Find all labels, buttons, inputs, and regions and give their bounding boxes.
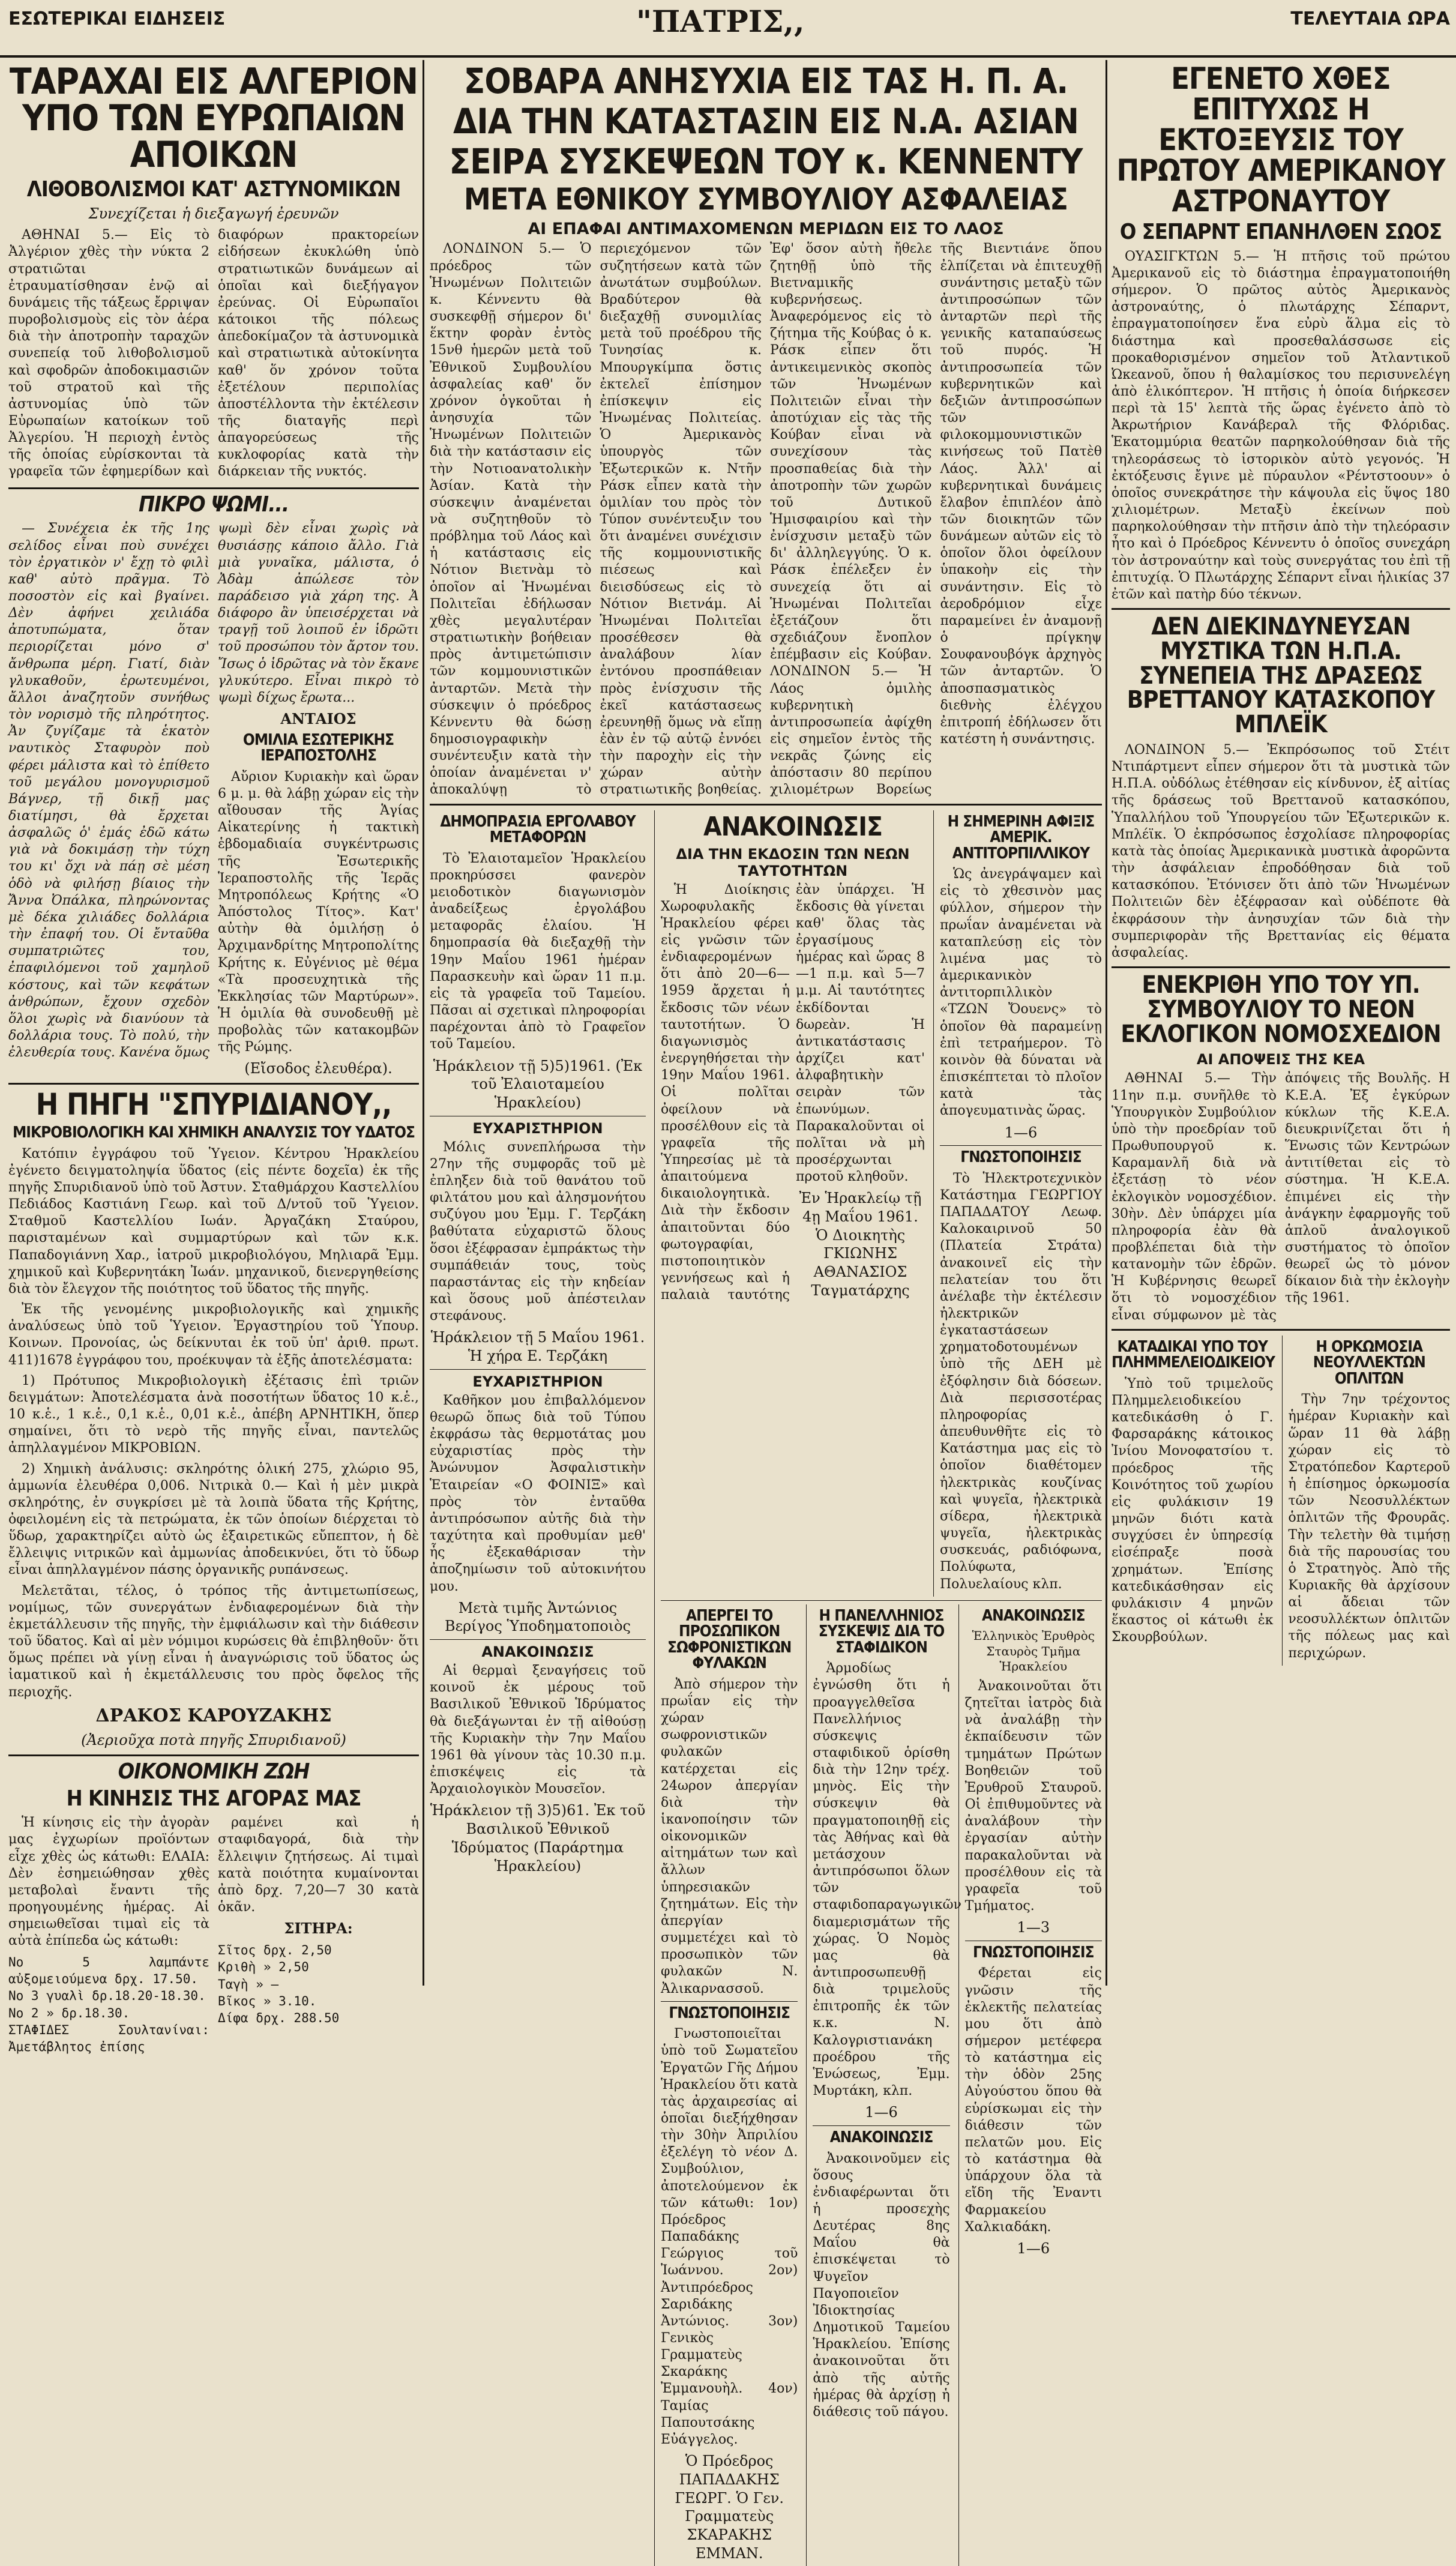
article-guards [661,1604,798,2566]
price-list: Σῖτος δρχ. 2,50 Κριθὴ » 2,50 Ταγὴ » — Βῖκος » 3.10. Δίφα δρχ. 288.50 [218,1942,340,2026]
headline: ΑΠΕΡΓΕΙ ΤΟ ΠΡΟΣΩΠΙΚΟΝ ΣΩΦΡΟΝΙΣΤΙΚΩΝ ΦΥΛΑΚΩΝ [667,1606,792,1673]
headline: Η ΣΗΜΕΡΙΝΗ ΑΦΙΞΙΣ ΑΜΕΡΙΚ. ΑΝΤΙΤΟΡΠΙΛΛΙΚΟΥ [947,812,1095,863]
masthead-title: "ΠΑΤΡΙΣ,, [636,4,805,39]
article-body: Ἡ κίνησις εἰς τὴν ἀγορὰν μας ἐγχωρίων προϊόντων εἶχε χθὲς ὡς κάτωθι: ΕΛΑΙΑ: Δὲν ἐσημειώθησαν χθὲς μεταβολαὶ ἔναντι τῆς προηγουμένης ἡμέρας. Αἱ σημειωθεῖσαι τιμαὶ εἰς τὰ αὐτὰ ἐπίπεδα ὡς κάτωθι: [8,1815,209,1949]
article-oath [1282,1336,1451,1666]
divider [430,1369,646,1370]
price-list: Νο 5 λαμπάντε αὐξομειούμενα δρχ. 17.50. Νο 3 γυαλὶ δρ.18.20-18.30. Νο 2 » δρ.18.30. ΣΤΑΦΙΔΕΣ Σουλτανίναι: Ἀμετάβλητος ἐπίσης [8,1954,209,2055]
divider [430,804,1102,806]
right-column [1112,60,1450,1986]
divider [1112,608,1450,610]
headline: ΕΓΕΝΕΤΟ ΧΘΕΣ ΕΠΙΤΥΧΩΣ Η ΕΚΤΟΞΕΥΣΙΣ ΤΟΥ ΠΡΩΤΟΥ ΑΜΕΡΙΚΑΝΟΥ ΑΣΤΡΟΝΑΥΤΟΥ [1116,61,1445,218]
headline: Η ΠΑΝΕΛΛΗΝΙΟΣ ΣΥΣΚΕΨΙΣ ΔΙΑ ΤΟ ΣΤΑΦΙΔΙΚΟΝ [818,1606,945,1657]
article-astronaut [1112,61,1450,603]
article-raisins [806,1604,961,2566]
subsection-title: ΣΙΤΗΡΑ: [284,1920,353,1938]
article-body: Ἡ Διοίκησις Χωροφυλακῆς Ἡρακλείου φέρει εἰς γνῶσιν τῶν ἐνδιαφερομένων ὅτι ἀπὸ 20—6—1959 ἄρχεται ἡ ἔκδοσις τῶν νέων ταυτοτήτων. Ὁ διαγωνισμὸς ἐνεργηθήσεται τὴν 19ην Μαΐου 1961. Οἱ πολῖται ὀφείλουν νὰ προσέλθουν εἰς τὰ γραφεῖα τῆς Ὑπηρεσίας μὲ τὰ ἀπαιτούμενα δικαιολογητικὰ. Διὰ τὴν ἔκδοσιν ἀπαιτοῦνται δύο φωτογραφίαι, πιστοποιητικὸν γεννήσεως καὶ ἡ παλαιὰ ταυτότης ἐὰν ὑπάρχει. Ἡ ἔκδοσις θὰ γίνεται καθ' ὅλας τὰς ἐργασίμους ἡμέρας καὶ ὥρας 8—1 π.μ. καὶ 5—7 μ.μ. Αἱ ταυτότητες ἐκδίδονται δωρεὰν. Ἡ ἀντικατάστασις ἀρχίζει κατ' ἀλφαβητικὴν σειρὰν τῶν ἐπωνύμων. Παρακαλοῦνται οἱ πολῖται νὰ μὴ προσέρχωνται προτοῦ κληθοῦν. [661,882,925,1303]
article-body: ΑΘΗΝΑΙ 5.— Τὴν 11ην π.μ. συνῆλθε τὸ Ὑπουργικὸν Συμβούλιον ὑπὸ τὴν προεδρίαν τοῦ Πρωθυπουργοῦ κ. Καραμανλῆ διὰ νὰ ἐξετάσῃ τὸ νέον ἐκλογικὸν νομοσχέδιον. 30ὴν. Δὲν ὑπάρχει μία πληροφορία ἐὰν θὰ προβλέπεται διὰ τὴν κατανομὴν τῶν ἐδρῶν. Ἡ Κυβέρνησις θεωρεῖ ὅτι τὸ νομοσχέδιον εἶναι σύμφωνον μὲ τὰς ἀπόψεις τῆς Βουλῆς. Η Κ.Ε.Α. Ἐξ ἐγκύρων κύκλων τῆς Κ.Ε.Α. διευκρινίζεται ὅτι ἡ Ἕνωσις τῶν Κεντρώων ἀντιτίθεται εἰς τὸ σύστημα. Ἡ Κ.Ε.Α. ἐπιμένει εἰς τὴν ἀνάγκην ἐφαρμογῆς τοῦ ἁπλοῦ ἀναλογικοῦ συστήματος τὸ ὁποῖον θεωρεῖ ὡς τὸ μόνον δίκαιον διὰ τὴν ἐκλογὴν τῆς 1961. [1112,1071,1450,1323]
subheadline: ΑΙ ΕΠΑΦΑΙ ΑΝΤΙΜΑΧΟΜΕΝΩΝ ΜΕΡΙΔΩΝ ΕΙΣ ΤΟ ΛΑΟΣ [528,220,1004,239]
section-title: ΟΙΚΟΝΟΜΙΚΗ ΖΩΗ [118,1759,310,1784]
headline: ΚΑΤΑΔΙΚΑΙ ΥΠΟ ΤΟΥ ΠΛΗΜΜΕΛΕΙΟΔΙΚΕΙΟΥ [1112,1337,1275,1372]
notice-thanks [430,1120,646,1366]
signature: Ἡράκλειον τῇ 3)5)61. Ἐκ τοῦ Βασιλικοῦ Ἐθνικοῦ Ἱδρύματος (Παράρτημα Ἡρακλείου) [430,1802,646,1875]
headline: ΟΜΙΛΙΑ ΕΣΩΤΕΡΙΚΗΣ ΙΕΡΑΠΟΣΤΟΛΗΣ [242,730,394,765]
article-body: Ὑπὸ τοῦ τριμελοῦς Πλημμελειοδικείου κατεδικάσθη ὁ Γ. Φαρσαράκης κάτοικος Ἰνίου Μονοφατσίου τ. πρόεδρος τῆς Κοινότητος τοῦ χωρίου εἰς φυλάκισιν 19 μηνῶν διότι κατὰ συγχύσει ἐν ὑπηρεσίᾳ εἰσέπραξε ποσὰ χρημάτων. Ἐπίσης κατεδικάσθησαν εἰς φυλάκισιν 4 μηνῶν ἕκαστος οἱ κάτωθι ἐκ Σκουρβούλων. [1112,1376,1274,1645]
paragraph: Κατόπιν ἐγγράφου τοῦ Ὑγειον. Κέντρου Ἡρακλείου ἐγένετο δειγματοληψία ὕδατος (εἰς πέντε δοχεῖα) ἐκ τῆς πηγῆς Σπυριδιανοῦ ὑπὸ τοῦ Ἀστυν. Σταθμάρχου Καστελλίου Πεδιάδος Καστιάνη Γεωρ. καὶ τοῦ Δ/ντοῦ τοῦ Ὑγειον. Σταθμοῦ Καστελλίου Ιωάν. Ἀργαζάκη Σταύρου, παρισταμένων καὶ συμμαρτύρων καὶ τῶν κ.κ. Παπαδογιάννη Χαρ., ἰατροῦ μικροβιολόγου, Μηλιαρᾶ Ἐμμ. χημικοῦ καὶ Κυβερνητάκη Ἰωάν. μηχανικοῦ, διενεργηθείσης διὰ τὸν ἔλεγχον τῆς ποιότητος τοῦ ὕδατος τῆς πηγῆς. [8,1146,419,1297]
signature: 1—6 [865,2104,898,2121]
divider [8,1083,419,1085]
article-election-law [1112,973,1450,1324]
article-body: ΛΟΝΔΙΝΟΝ 5.— Ἐκπρόσωπος τοῦ Στέιτ Ντιπάρτμεντ εἶπεν σήμερον ὅτι τὰ μυστικὰ τῶν Η.Π.Α. οὐδόλως ἐτέθησαν εἰς κίνδυνον, ἐξ αἰτίας τῆς δράσεως τοῦ Βρεττανοῦ κατασκόπου, Ὑπαλλήλου τοῦ Ὑπουργείου τῶν Ἐξωτερικῶν κ. Μπλέϊκ. Ὁ ἐκπρόσωπος ἐσχολίασε πληροφορίας κατὰ τὰς ὁποίας Ἀμερικανικὰ μυστικὰ ἀφορῶντα τὴν ἀσφάλειαν ἐπροδόθησαν διὰ τοῦ κατασκόπου. Ἐτόνισεν ὅτι ἀπὸ τῶν Ἡνωμένων Πολιτειῶν δὲν ἐξέφρασαν καὶ οὐδέποτε θὰ ἐκφράσουν τὴν ἀνησυχίαν τῶν διὰ τὴν συμπεριφορὰν τῆς Βρεττανίας εἰς θέματα ἀσφαλείας. [1112,742,1450,960]
headline: Η ΚΙΝΗΣΙΣ ΤΗΣ ΑΓΟΡΑΣ ΜΑΣ [66,1786,361,1811]
signature: Ἐν Ἡρακλείῳ τῇ 4ῃ Μαΐου 1961. Ὁ Διοικητὴς ΓΚΙΩΝΗΣ ΑΘΑΝΑΣΙΟΣ Ταγματάρχης [799,1190,922,1299]
article-algeria [8,61,419,483]
headline: ΣΟΒΑΡΑ ΑΝΗΣΥΧΙΑ ΕΙΣ ΤΑΣ Η. Π. Α. [463,61,1068,101]
article-body: Γνωστοποιεῖται ὑπὸ τοῦ Σωματεῖου Ἐργατῶν Γῆς Δήμου Ἡρακλείου ὅτι κατὰ τὰς ἀρχαιρεσίας αἱ ὁποῖαι διεξήχθησαν τὴν 30ὴν Ἀπριλίου ἐξελέγη τὸ νέον Δ. Συμβούλιον, ἀποτελούμενον ἐκ τῶν κάτωθι: 1ον) Πρόεδρος Παπαδάκης Γεώργιος τοῦ Ἰωάννου. 2ον) Ἀντιπρόεδρος Σαριδάκης Ἀντώνιος. 3ον) Γενικὸς Γραμματεὺς Σκαράκης Ἐμμανουὴλ. 4ον) Ταμίας Παπουτσάκης Εὐάγγελος. [661,2026,798,2447]
divider [8,1754,419,1756]
notice-redcross [958,1604,1102,2566]
court-and-oath-row [1112,1336,1450,1666]
signature: 1—6 [1004,1124,1038,1141]
headline: ΓΝΩΣΤΟΠΟΙΗΣΙΣ [669,2004,790,2022]
headline: ΤΑΡΑΧΑΙ ΕΙΣ ΑΛΓΕΡΙΟΝ ΥΠΟ ΤΩΝ ΕΥΡΩΠΑΙΩΝ ΑΠΟΙΚΩΝ [9,61,418,176]
signature: 1—3 [1017,1919,1050,1936]
headline: ΔΗΜΟΠΡΑΣΙΑ ΕΡΓΟΛΑΒΟΥ ΜΕΤΑΦΟΡΩΝ [440,812,636,847]
article-body: Ἀνακοινοῦται ὅτι ζητεῖται ἰατρὸς διὰ νὰ ἀναλάβῃ τὴν ἐκπαίδευσιν τῶν τμημάτων Πρώτων Βοηθειῶν τοῦ Ἐρυθροῦ Σταυροῦ. Οἱ ἐπιθυμοῦντες νὰ ἀναλάβουν τὴν ἐργασίαν αὐτὴν παρακαλοῦνται νὰ προσέλθουν εἰς τὰ γραφεῖα τοῦ Τμήματος. [964,1678,1102,1914]
divider [8,487,419,489]
paragraph: Ἐκ τῆς γενομένης μικροβιολογικῆς καὶ χημικῆς ἀναλύσεως ὑπὸ τοῦ Ὑγειον. Ἐργαστηρίου τοῦ Ὑπουρ. Κοινων. Προνοίας, ὡς δείκνυται ἐκ τοῦ ὑπ' ἀριθ. πρωτ. 411)1678 ἐγγράφου του, προέκυψαν τὰ ἑξῆς ἀποτελέσματα: [8,1302,419,1368]
column-divider [423,60,424,1986]
article-body: Ἀνακοινοῦμεν εἰς ὅσους ἐνδιαφέρωνται ὅτι ἡ προσεχὴς Δευτέρας 8ης Μαΐου θὰ ἐπισκέψεται τὸ Ψυγεῖον Παγοποιεῖον Ἰδιοκτησίας Δημοτικοῦ Ταμείου Ἡρακλείου. Ἐπίσης ἀνακοινοῦται ὅτι ἀπὸ τῆς αὐτῆς ἡμέρας θὰ ἀρχίσῃ ἡ διάθεσις τοῦ πάγου. [813,2151,950,2420]
headline: ΑΝΑΚΟΙΝΩΣΙΣ [703,811,883,842]
divider [1112,1329,1450,1331]
notices-row-1 [430,810,1102,2566]
signature: Ἡράκλειον τῇ 5 Μαΐου 1961. Ἡ χήρα Ε. Τερζάκη [430,1329,645,1365]
article-auction [430,814,646,1112]
header-section-right: ΤΕΛΕΥΤΑΙΑ ΩΡΑ [1290,8,1450,29]
subheadline: ΜΙΚΡΟΒΙΟΛΟΓΙΚΗ ΚΑΙ ΧΗΜΙΚΗ ΑΝΑΛΥΣΙΣ ΤΟΥ ΥΔΑΤΟΣ [13,1124,415,1142]
headline: Η ΠΗΓΗ "ΣΠΥΡΙΔΙΑΝΟΥ,, [35,1087,392,1122]
divider [940,1145,1102,1146]
headline: ΣΕΙΡΑ ΣΥΣΚΕΨΕΩΝ ΤΟΥ κ. ΚΕΝΝΕΝΤΥ [449,141,1083,182]
divider [813,2125,949,2126]
header-section-left: ΕΣΩΤΕΡΙΚΑΙ ΕΙΔΗΣΕΙΣ [8,8,226,29]
organization: Ἑλληνικὸς Ἐρυθρὸς Σταυρὸς Τμῆμα Ἡρακλείου [972,1628,1095,1674]
paragraph: 2) Χημικὴ ἀνάλυσις: σκληρότης ὁλική 275, χλώριο 95, ἀμμωνία ἐλευθέρα 0,006. Νιτρικὰ 0.— Καὶ ἡ μὲν μικρὰ σκληρότης, ἐν συγκρίσει μὲ τὰ λοιπὰ ὕδατα τῆς Κρήτης, ὀφειλομένη εἰς τὰ πετρώματα, ἐκ τῶν ὁποίων διέρχεται τὸ ὕδωρ, χαρακτηρίζει αὐτὸ ὡς ἐξαιρετικῶς εὔπεπτον, ἡ δὲ ἔλλειψις νιτρικῶν καὶ ἀμμωνίας ἀποδεικνύει, ὅτι τὸ ὕδωρ εἶναι ἀπηλλαγμένον πάσης ὀργανικῆς ρυπάνσεως. [8,1461,419,1578]
article-body: Ἀπὸ σήμερον τὴν πρωΐαν εἰς τὴν χώραν σωφρονιστικῶν φυλακῶν κατέρχεται εἰς 24ωρον ἀπεργίαν διὰ τὴν ἱκανοποίησιν τῶν οἰκονομικῶν αἰτημάτων των καὶ ἄλλων ὑπηρεσιακῶν ζητημάτων. Εἰς τὴν ἀπεργίαν συμμετέχει καὶ τὸ προσωπικὸν τῶν φυλακῶν Ν. Ἀλικαρνασσοῦ. [661,1676,798,1996]
headline: ΓΝΩΣΤΟΠΟΙΗΣΙΣ [960,1148,1081,1167]
subheadline: ΑΙ ΑΠΟΨΕΙΣ ΤΗΣ ΚΕΑ [1196,1051,1365,1068]
headline: ΓΝΩΣΤΟΠΟΙΗΣΙΣ [973,1943,1094,1962]
left-column [8,60,419,2055]
headline: ΔΕΝ ΔΙΕΚΙΝΔΥΝΕΥΣΑΝ ΜΥΣΤΙΚΑ ΤΩΝ Η.Π.Α. ΣΥΝΕΠΕΙΑ ΤΗΣ ΔΡΑΣΕΩΣ ΒΡΕΤΤΑΝΟΥ ΚΑΤΑΣΚΟΠΟΥ ΜΠΛΕΪΚ [1127,613,1435,739]
signature-note: (Ἀεριοῦχα ποτὰ πηγῆς Σπυριδιανοῦ) [81,1732,346,1749]
article-economy [8,1761,419,2059]
article-body: Φέρεται εἰς γνῶσιν τῆς ἐκλεκτῆς πελατείας μου ὅτι ἀπὸ σήμερον μετέφερα τὸ κατάστημα εἰς τὴν ὁδὸν 25ης Αὐγούστου ὅπου θὰ εὑρίσκωμαι εἰς τὴν διάθεσιν τῶν πελατῶν μου. Εἰς τὸ κατάστημα θὰ ὑπάρχουν ὅλα τὰ εἴδη τῆς Ἐναντι Φαρμακείου Χαλκιαδάκη. [964,1966,1102,2235]
article-bitter-bread [8,494,419,1079]
headline: ΕΥΧΑΡΙΣΤΗΡΙΟΝ [472,1373,603,1390]
subheadline: Ο ΣΕΠΑΡΝΤ ΕΠΑΝΗΛΘΕΝ ΣΩΟΣ [1119,220,1442,244]
article-body: Τὸ Ἡλεκτροτεχνικὸν Κατάστημα ΓΕΩΡΓΙΟΥ ΠΑΠΑΔΑΤΟΥ Λεωφ. Καλοκαιρινοῦ 50 (Πλατεία Στράτα) ἀνακοινεῖ εἰς τὴν πελατείαν του ὅτι ἀνέλαβε τὴν ἐκτέλεσιν ἠλεκτρικῶν ἐγκαταστάσεων χρηματοδοτουμένων ὑπὸ τῆς ΔΕΗ μὲ ἐξόφλησιν διὰ δόσεων. Διὰ περισσοτέρας πληροφορίας ἀπευθυνθῆτε εἰς τὸ Κατάστημα μας εἰς τὸ ὁποῖον διαθέτομεν ἠλεκτρικὰς κουζίνας καὶ ψυγεῖα, ἠλεκτρικὰ σίδερα, ἠλεκτρικὰ ψυγεῖα, ἠλεκτρικὰς συσκευάς, ραδιόφωνα, Πολύφωτα, Πολυελαίους κλπ. [940,1170,1102,1592]
article-body: ραμένει καὶ ἡ σταφιδαγορά, διὰ τὴν ἔλλειψιν ζητήσεως. Αἱ τιμαὶ κατὰ ποιότητα κυμαίνονται ἀπὸ δρχ. 7,20—7 30 κατὰ ὁκᾶν. [218,1815,419,1915]
divider [1112,966,1450,968]
signature: Ὁ Πρόεδρος ΠΑΠΑΔΑΚΗΣ ΓΕΩΡΓ. Ὁ Γεν. Γραμματεὺς ΣΚΑΡΑΚΗΣ ΕΜΜΑΝ. [675,2453,784,2562]
notice-ids [661,810,925,1597]
headline: ΑΝΑΚΟΙΝΩΣΙΣ [481,1643,594,1661]
article-body: Μόλις συνεπλήρωσα τὴν 27ην τῆς συμφορᾶς τοῦ μὲ ἐπληξεν διὰ τοῦ θανάτου τοῦ φιλτάτου μου καὶ ἀλησμονήτου συζύγου μου Ἐμμ. Γ. Τερζάκη βαθύτατα εὐχαριστῶ ὅλους ὅσοι ἐξέφρασαν ἐμπράκτως τὴν συμπάθειάν τους, τοὺς παραστάντας εἰς τὴν κηδείαν καὶ ὅσους μοῦ ἀπέστειλαν στεφάνους. [430,1139,646,1324]
divider [661,1600,1102,1601]
headline: ΕΥΧΑΡΙΣΤΗΡΙΟΝ [472,1119,603,1137]
kicker: Συνεχίζεται ἡ διεξαγωγή ἐρευνῶν [88,205,339,223]
subheadline: ΛΙΘΟΒΟΛΙΣΜΟΙ ΚΑΤ' ΑΣΤΥΝΟΜΙΚΩΝ [26,176,401,202]
article-body: Αὔριον Κυριακὴν καὶ ὥραν 6 μ. μ. θὰ λάβῃ χώραν εἰς τὴν αἴθουσαν τῆς Ἁγίας Αἰκατερίνης ἡ τακτικὴ ἑβδομαδιαία συγκέντρωσις τῆς Ἐσωτερικῆς Ἱεραποστολῆς τῆς Ἱερᾶς Μητροπόλεως Κρήτης «Ὁ Ἀπόστολος Τίτος». Κατ' αὐτὴν θὰ ὁμιλήσῃ ὁ Ἀρχιμανδρίτης Μητροπολίτης Κρήτης κ. Εὐγένιος μὲ θέμα «Τὰ προσευχητικὰ τῆς Ἐκκλησίας τῶν Μαρτύρων». Ἡ ὁμιλία θὰ συνοδευθῇ μὲ προβολὰς τῶν κατακομβῶν τῆς Ρώμης. [218,769,419,1055]
article-body: Τὸ Ἐλαιοταμεῖον Ἡρακλείου προκηρύσσει φανερὸν μειοδοτικὸν διαγωνισμὸν ἀναδείξεως ἐργολάβου μεταφορᾶς ἐλαίου. Ἡ δημοπρασία θὰ διεξαχθῇ τὴν 19ην Μαΐου 1961 ἡμέραν Παρασκευὴν καὶ ὥραν 11 π.μ. εἰς τὰ γραφεῖα τοῦ Ταμείου. Πᾶσαι αἱ σχετικαὶ πληροφορίαι παρέχονται ἀπὸ τὸ Γραφεῖον τοῦ Ταμείου. [430,851,646,1052]
headline: ΕΝΕΚΡΙΘΗ ΥΠΟ ΤΟΥ ΥΠ. ΣΥΜΒΟΥΛΙΟΥ ΤΟ ΝΕΟΝ ΕΚΛΟΓΙΚΟΝ ΝΟΜΟΣΧΕΔΙΟΝ [1121,971,1441,1048]
column-divider [1106,60,1107,1986]
article-body: ΛΟΝΔΙΝΟΝ 5.— Ὁ πρόεδρος τῶν Ἡνωμένων Πολιτειῶν κ. Κέννεντυ θὰ συσκεφθῇ σήμερον δι' ἕκτην φορὰν ἐντὸς 15νθ ἡμερῶν μετὰ τοῦ Ἐθνικοῦ Συμβουλίου ἀσφαλείας καθ' ὅν χρόνον ὁγκοῦται ἡ ἀνησυχία τῶν Ἡνωμένων Πολιτειῶν διὰ τὴν κατάστασιν εἰς τὴν Νοτιοανατολικὴν Ἀσίαν. Κατὰ τὴν σύσκεψιν ἀναμένεται νὰ συζητηθοῦν τὸ πρόβλημα τοῦ Λάος καὶ ἡ κατάστασις εἰς Νότιον Βιετνὰμ τὸ ὁποῖον αἱ Ἡνωμέναι Πολιτεῖαι ἐδήλωσαν χθὲς μεγαλυτέραν στρατιωτικὴν βοήθειαν πρὸς ἀντιμετώπισιν τῶν κομμουνιστικῶν ἀνταρτῶν. Μετὰ τὴν σύσκεψιν ὁ πρόεδρος Κέννεντυ θὰ δώσῃ δημοσιογραφικὴν συνέντευξιν κατὰ τὴν ὁποίαν ἀναμένεται ν' ἀποκαλύψῃ τὸ περιεχόμενον τῶν συζητήσεων κατὰ τῶν ἀνωτάτων συμβούλων. Βραδύτερον θὰ διεξαχθῇ συνομιλίας μετὰ τοῦ προέδρου τῆς Τυνησίας κ. Μπουργκίμπα ὅστις ἐκτελεῖ ἐπίσημον ἐπίσκεψιν εἰς Ἡνωμένας Πολιτείας. Ὁ Ἀμερικανὸς ὑπουργὸς τῶν Ἐξωτερικῶν κ. Ντῆν Ράσκ εἶπεν κατὰ τὴν ὁμιλίαν του πρὸς τὸν Τύπον συνέντευξιν του ὅτι ἀναμένει συνέχισιν τῆς κομμουνιστικῆς πιέσεως καὶ διεισδύσεως εἰς τὸ Νότιον Βιετνάμ. Αἱ Ἡνωμέναι Πολιτεῖαι προσέθεσεν θὰ ἀναλάβουν λίαν ἐντόνου προσπάθειαν πρὸς ἐνίσχυσιν τῆς ἐκεῖ κατάστασεως ἐρευνηθῇ ὅμως νὰ εἴπῃ ἐὰν ἐν τῷ αὐτῷ ἐννόει τὴν παροχὴν εἰς τὴν χώραν αὐτὴν στρατιωτικῆς βοηθείας. Ἐφ' ὅσον αὐτὴ ἤθελε ζητηθῇ ὑπὸ τῆς Βιετναμικῆς κυβερνήσεως. Ἀναφερόμενος εἰς τὸ ζήτημα τῆς Κούβας ὁ κ. Ράσκ εἶπεν ὅτι ἀντικειμενικὸς σκοπὸς τῶν Ἡνωμένων Πολιτειῶν εἶναι τὴν ἀποτύχιαν εἰς τὰς τῆς Κούβαν εἶναι νὰ συνεχίσουν τὰς προσπαθείας διὰ τὴν ἀποτροπὴν τῶν χωρῶν τοῦ Δυτικοῦ Ἡμισφαιρίου καὶ τὴν ἐνίσχυσιν μεταξὺ τῶν δι' ἀλληλεγγύης. Ὁ κ. Ράσκ ἐπέλεξεν ἐν συνεχείᾳ ὅτι αἱ Ἡνωμέναι Πολιτεῖαι ἐξετάζουν ὅτι σχεδιάζουν ἔνοπλον ἐπέμβασιν εἰς Κούβαν. ΛΟΝΔΙΝΟΝ 5.— Ἡ Λάος ὁμιλὴς κυβερνητικὴ ἀντιπροσωπεία ἀφίχθη εἰς σημεῖον ἐντὸς τῆς νεκρᾶς ζώνης εἰς ἀπόστασιν 80 περίπου χιλιομέτρων Βορείως τῆς Βιεντιάνε ὅπου ἐλπίζεται νὰ ἐπιτευχθῇ συνάντησις μεταξὺ τῶν ἀντιπροσώπων τῶν ἀνταρτῶν περὶ τῆς γενικῆς καταπαύσεως τοῦ πυρός. Ἡ ἀντιπροσωπεία τῶν κυβερνητικῶν καὶ δεξιῶν ἀντιπροσώπων τῶν φιλοκομμουνιστικῶν κινήσεως τοῦ Πατὲθ Λάος. Ἀλλ' αἱ κυβερνητικαὶ δυνάμεις ἔλαβον ἐπιπλέον ἀπὸ τῶν διοικητῶν τῶν δυνάμεων αὐτῶν εἰς τὸ ὁποῖον ὅλοι ὀφείλουν ὑπακοὴν εἰς τὴν συνάντησιν. Εἰς τὸ ἀεροδρόμιον εἶχε παραμείνει ἐν ἀναμονῇ ὁ πρίγκηψ Σουφανουβόγκ ἀρχηγὸς τῶν ἀνταρτῶν. Ὁ ἀποσπασματικὸς διεθνὴς ἐλέγχου ἐπιτροπή ἐδήλωσεν ὅτι κατέστη ἡ συνάντησις. [430,241,1102,798]
page-header [0,0,1456,58]
headline: ΑΝΑΚΟΙΝΩΣΙΣ [982,1606,1085,1625]
article-body: Αἱ θερμαὶ ξεναγήσεις τοῦ κοινοῦ ἐκ μέρους τοῦ Βασιλικοῦ Ἐθνικοῦ Ἱδρύματος θὰ διεξάγωνται ἐν τῇ αἰθούσῃ τῆς Κυριακὴν τὴν 7ην Μαΐου 1961 θὰ γίνουν τὰς 10.30 π.μ. ἐπισκέψεις εἰς τὰ Ἀρχαιολογικὸν Μουσεῖον. [430,1663,646,1797]
headline: ΠΙΚΡΟ ΨΩΜΙ... [138,492,289,517]
article-ship [933,810,1102,1597]
article-body: ΟΥΑΣΙΓΚΤΩΝ 5.— Ἡ πτῆσις τοῦ πρώτου Ἀμερικανοῦ εἰς τὸ διάστημα ἐπραγματοποιήθη σήμερον. Ὁ πρῶτος αὐτὸς Ἀμερικανὸς ἀστροναύτης, ὁ πλωτάρχης Σέπαρντ, ἐπραγματοποίησεν ἕνα εὐρὺ ἅλμα εἰς τὸ διάστημα καὶ προσεθαλάσσωσε εἰς προκαθορισμένον σημεῖον τοῦ Ἀτλαντικοῦ Ὠκεανοῦ, ὅπου ἡ θαλαμίσκος του περισυνελέγη ἀπὸ ἑλικόπτερον. Ἡ πτῆσις ἡ ὁποία διήρκεσεν περὶ τὰ 15' λεπτὰ τῆς ὥρας ἐγένετο ἀπὸ τὸ Ἀκρωτήριον Κανάβεραλ τῆς Φλόριδας. Ἑκατομμύρια θεατῶν παρηκολούθησαν διὰ τῆς τηλεοράσεως τὸ ἱστορικὸν αὐτὸ γεγονός. Ἡ ἐκτόξευσις ἔγινε μὲ πύραυλον «Ρέντστοουν» ὁ ὁποῖος συνεκράτησε τὴν κάψουλα εἰς ὕψος 180 χιλιομέτρων. Μεταξὺ ἐκείνων ποὺ παρηκολούθησαν τὴν πτῆσιν ἀπὸ τὴν τηλεόρασιν ἦτο καὶ ὁ Πρόεδρος Κέννεντυ ὁ ὁποῖος συνεχάρη τὸν ἀστροναύτην καὶ τοὺς συνεργάτας του ἐπὶ τῇ ἐπιτυχίᾳ. Ὁ Πλωτάρχης Σέπαρντ εἶναι ἡλικίας 37 ἐτῶν καὶ πατὴρ δύο τέκνων. [1112,248,1450,602]
article-convictions [1112,1336,1274,1666]
paragraph: Μελετᾶται, τέλος, ὁ τρόπος τῆς ἀντιμετωπίσεως, νομίμως, τῶν συνεργάτων ἐνδιαφερομένων διὰ τὴν ἐκμετάλλευσιν τῆς πηγῆς, τὴν ἐμφιάλωσιν καὶ τὴν διάθεσιν τοῦ ὕδατος. Καὶ αἱ μὲν νόμιμοι κυρώσεις θὰ ἐπιβληθοῦν· ὅτι ὅμως πρέπει νὰ γίνῃ εἶναι ἡ ἀναγνώρισις τοῦ ὕδατος ὡς ἰαματικοῦ καὶ ἡ ἐκμετάλλευσις του πρὸς ὄφελος τῆς περιοχῆς. [8,1583,419,1700]
author: ΑΝΤΑΙΟΣ [280,710,356,728]
divider [430,1639,646,1640]
signature: 1—6 [1017,2239,1050,2257]
article-usa-laos [430,61,1102,799]
notice-announcement [430,1643,646,1875]
article-body: — Συνέχεια ἐκ τῆς 1ης σελίδος εἶναι ποὺ συνέχει τὸν ἐργατικὸν ν' ἔχῃ τὸ φιλὶ καθ' αὐτὸ πρᾶγμα. Τὸ ποσοστὸν εἰς καὶ βγαίνει. Δὲν ἀφήνει χειλιάδα ἀποτυπώματα, ὅταν περιορίζεται μόνο σ' ἄνθρωπα μέρη. Γιατί, διὰν γλυκαθοῦν, ἐρωτευμένοι, ἄλλοι ἀναζητοῦν συνήθως τὸν νορισμὸ τῆς πληρότητος. Ἀν ζυγίζαμε τὰ ἑκατὸν ναυτικὸς Σταφυρὸν ποὺ φέρει μάλιστα καὶ τὸ ἐπίθετο τοῦ μεγάλου μονογυρισμοῦ Βάγνερ, τῇ δικῇ μας διατίμησι, θὰ ἔρχεται ἀσφαλῶς ὁ' ἐμάς ἐδῶ κάτω γιὰ νὰ δοκιμάσῃ τὴν τύχη του κι' ὄχι νὰ πάῃ σὲ μέση ὁδὸ νὰ φιλήσῃ βίαιος τὴν Ἄννα Ὀπάλκα, πληρώνοντας μὲ δέκα χιλιάδες δολλάρια τὴν ἐπαφή του. Οἱ ἔνταῦθα συμπατριῶτες του, ἐπαφιλόμενοι τοῦ χαμηλοῦ κόστους, καὶ τῶν κεφάτων ἀνθρώπων, ἔχουν σχεδὸν ὅλοι χωρὶς νὰ διανύουν τὰ δολλάρια τους. Τὸ πολύ, τὴν ἐλευθερία τους. Κανένα ὅμως ψωμὶ δὲν εἶναι χωρὶς νὰ θυσιάσῃς κάποιο ἄλλο. Γιὰ μιὰ γυναῖκα, μάλιστα, ὁ Ἀδὰμ ἀπώλεσε τὸν παράδεισο γιὰ χάρη της. Ἀ διάφορο ἂν ὑπεισέρχεται νὰ τραγῇ τοῦ λοιποῦ ἐν ἱδρῶτι τοῦ προσώπου τὸν ἄρτον του. Ἴσως ὁ ἱδρῶτας νὰ τὸν ἔκανε γλυκύτερο. Εἶναι πικρὸ τὸ ψωμὶ δίχως ἔρωτα... [8,521,419,1061]
article-body: Τὴν 7ην τρέχοντος ἡμέραν Κυριακὴν καὶ ὥραν 11 θὰ λάβῃ χώραν εἰς τὸ Στρατόπεδον Καρτεροῦ ἡ ἐπίσημος ὁρκωμοσία τῶν Νεοσυλλέκτων ὁπλιτῶν τῆς Φρουρᾶς. Τὴν τελετὴν θὰ τιμήσῃ διὰ τῆς παρουσίας του ὁ Στρατηγὸς. Ἀπὸ τῆς Κυριακῆς θὰ ἀρχίσουν αἱ ἄδειαι τῶν νεοσυλλέκτων ὁπλιτῶν τῆς πόλεως μας καὶ περιχώρων. [1288,1392,1450,1661]
signature: Μετὰ τιμῆς Ἀντώνιος Βερίγος Ὑποδηματοποιὸς [445,1599,631,1635]
headline: ΑΝΑΚΟΙΝΩΣΙΣ [829,2128,933,2146]
divider [661,2001,798,2002]
article-spring [8,1089,419,1750]
signature: ΔΡΑΚΟΣ ΚΑΡΟΥΖΑΚΗΣ [95,1705,332,1726]
signature: Ἡράκλειον τῇ 5)5)1961. (Ἐκ τοῦ Ἐλαιοταμείου Ἡρακλείου) [433,1057,643,1111]
article-body: ΑΘΗΝΑΙ 5.— Εἰς τὸ Ἀλγέριον χθὲς τὴν νύκτα 2 στρατιῶται ἐτραυματίσθησαν ἐνῷ αἱ δυνάμεις τῆς τάξεως ἔρριψαν πυροβολισμοὺς εἰς τὸν ἀέρα διὰ τὴν ἀποτροπὴν ταραχῶν συνεπείᾳ τοῦ λιθοβολισμοῦ καὶ σφοδρῶν ἀποδοκιμασιῶν τοῦ στρατοῦ καὶ τῆς ἀστυνομίας ὑπὸ τῶν Εὐρωπαίων κατοίκων τοῦ Ἀλγερίου. Ἡ περιοχὴ ἐντὸς τῆς ὁποίας εὑρίσκονται τὰ γραφεῖα τῶν ἐφημερίδων καὶ διαφόρων πρακτορείων εἰδήσεων ἐκυκλώθη ὑπὸ στρατιωτικῶν δυνάμεων αἱ ὁποῖαι καὶ διεξήγαγον ἐρεύνας. Οἱ Εὐρωπαῖοι κάτοικοι τῆς πόλεως ἀπεδοκίμαζον τὰ ἀστυνομικὰ καὶ στρατιωτικὰ αὐτοκίνητα καθ' ὅν χρόνον τοῦτα ἐξετέλουν περιπολίας ἀποστέλλοντα τὴν ἐκτέλεσιν τῆς διαταγῆς περὶ ἀπαγορεύσεως τῆς κυκλοφορίας κατὰ τὴν διάρκειαν τῆς νυκτός. [8,227,419,480]
notice-thanks [430,1373,646,1636]
note: (Εἴσοδος ἐλευθέρα). [244,1060,393,1077]
article-body: Ὡς ἀνεγράψαμεν καὶ εἰς τὸ χθεσινὸν μας φύλλον, σήμερον τὴν πρωΐαν ἀναμένεται νὰ καταπλεύσῃ εἰς τὸν λιμένα μας τὸ ἀμερικανικὸν ἀντιτορπιλλικὸν «ΤΖΩΝ Ὄουενς» τὸ ὁποῖον θὰ παραμείνῃ ἐπὶ τετραήμερον. Τὸ κοινὸν θὰ δύναται νὰ ἐπισκέπτεται τὸ πλοῖον κατὰ τὰς ἀπογευματινὰς ὥρας. [940,867,1102,1119]
headline: ΔΙΑ ΤΗΝ ΚΑΤΑΣΤΑΣΙΝ ΕΙΣ Ν.Α. ΑΣΙΑΝ [453,101,1078,142]
article-body: Καθῆκον μου ἐπιβαλλόμενον θεωρῶ ὅπως διὰ τοῦ Τύπου ἐκφράσω τὰς θερμοτάτας μου εὐχαριστίας πρὸς τὴν Ἀνώνυμον Ἀσφαλιστικὴν Ἑταιρείαν «Ο ΦΟΙΝΙΞ» καὶ πρὸς τὸν ἐνταῦθα ἀντιπρόσωπον αὐτῆς διὰ τὴν ταχύτητα καὶ προθυμίαν μεθ' ἧς ἐξεκαθάρισαν τὴν ἀποζημίωσιν τοῦ αὐτοκινήτου μου. [430,1393,646,1594]
paragraph: 1) Πρότυπος Μικροβιολογικὴ ἐξέτασις ἐπὶ τριῶν δειγμάτων: Ἀποτελέσματα ἀνὰ ποσοτήτων ὕδατος 10 κ.ἑ., 10 κ.ἑ., 1 κ.ἑ., 0,1 κ.ἑ., 0,01 κ.ἑ., ἀπέβη ΑΡΝΗΤΙΚΗ, ὅπερ σημαίνει, ὅτι τὸ νερὸ τῆς πηγῆς εἶναι, παντελῶς ἀπηλλαγμένον ΜΙΚΡΟΒΙΩΝ. [8,1373,419,1456]
headline: ΜΕΤΑ ΕΘΝΙΚΟΥ ΣΥΜΒΟΥΛΙΟΥ ΑΣΦΑΛΕΙΑΣ [464,182,1068,217]
article-spy [1112,615,1450,962]
center-column [430,60,1102,2562]
headline: Η ΟΡΚΩΜΟΣΙΑ ΝΕΟΥΛΛΕΚΤΩΝ ΟΠΛΙΤΩΝ [1313,1337,1425,1388]
article-body: Ἁρμοδίως ἐγνώσθη ὅτι ἡ προαγγελθεῖσα Πανελλήνιος σύσκεψις σταφιδικοῦ ὁρίσθη διὰ τὴν 12ην τρέχ. μηνὸς. Εἰς τὴν σύσκεψιν θὰ πραγματοποιηθῇ εἰς τὰς Ἀθήνας καὶ θὰ μετάσχουν ἀντιπρόσωποι ὅλων τῶν σταφιδοπαραγωγικῶν διαμερισμάτων τῆς χώρας. Ὁ Νομὸς μας θὰ ἀντιπροσωπευθῇ διὰ τριμελοῦς ἐπιτροπῆς ἐκ τῶν κ.κ. Ν. Καλογριστιανάκη προέδρου τῆς Ἑνώσεως, Ἐμμ. Μυρτάκη, κλπ. [813,1661,961,2099]
subheadline: ΔΙΑ ΤΗΝ ΕΚΔΟΣΙΝ ΤΩΝ ΝΕΩΝ ΤΑΥΤΟΤΗΤΩΝ [676,845,910,879]
